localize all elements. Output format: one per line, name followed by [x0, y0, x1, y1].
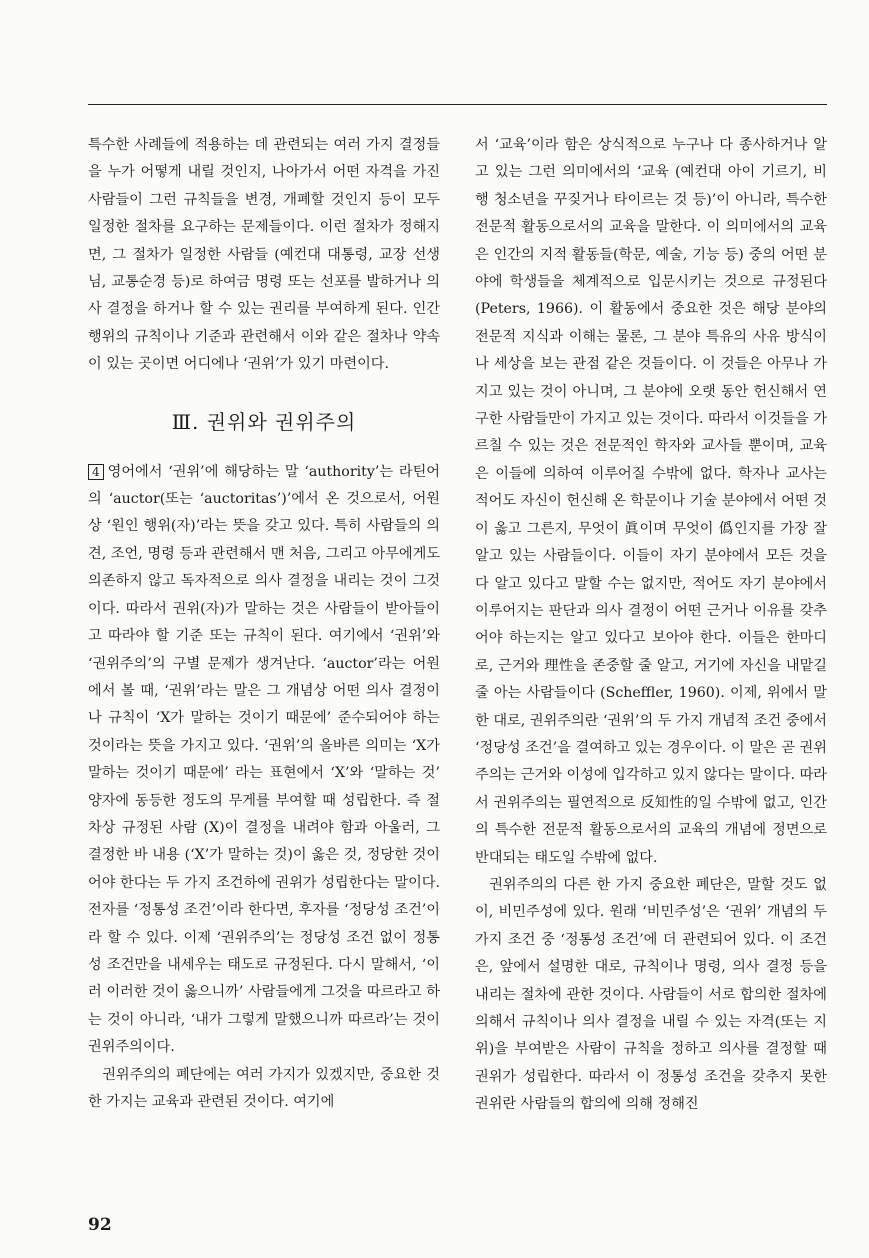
- left-column: [88, 132, 440, 1116]
- right-paragraph-2: 권위주의의 다른 한 가지 중요한 폐단은, 말할 것도 없이, 비민주성에 있다. 원래 ‘비민주성’은 ‘권위’ 개념의 두 가지 조건 중 ‘정통성 조건’에 더 관련되어 있다. 이 조건은, 앞에서 설명한 대로, 규칙이나 명령, 의사 결정 등을 내리는 절차에 관한 것이다. 사람들이 서로 합의한 절차에 의해서 규칙이나 의사 결정을 내릴 수 있는 자격(또는 지위)을 부여받은 사람이 규칙을 정하고 의사를 결정할 때 권위가 성립한다. 따라서 이 정통성 조건을 갖추지 못한 권위란 사람들의 합의에 의해 정해진: [475, 876, 827, 1113]
- page-number: 92: [88, 1215, 112, 1235]
- left-paragraph-3: 권위주의의 폐단에는 여러 가지가 있겠지만, 중요한 것 한 가지는 교육과 관련된 것이다. 여기에: [88, 1066, 440, 1110]
- left-paragraph-2: [88, 459, 440, 1062]
- header-rule: [88, 104, 827, 105]
- left-paragraph-1: 특수한 사례들에 적용하는 데 관련되는 여러 가지 결정들을 누가 어떻게 내릴 것인지, 나아가서 어떤 자격을 가진 사람들이 그런 규칙들을 변경, 개폐할 것인지 등이 모두 일정한 절차를 요구하는 문제들이다. 이런 절차가 정해지면, 그 절차가 일정한 사람들 (예컨대 대통령, 교장 선생님, 교통순경 등)로 하여금 명령 또는 선포를 발하거나 의사 결정을 하거나 할 수 있는 권리를 부여하게 된다. 인간 행위의 규칙이나 기준과 관련해서 이와 같은 절차나 약속이 있는 곳이면 어디에나 ‘권위’가 있기 마련이다.: [88, 137, 440, 373]
- right-paragraph-1: 서 ‘교육’이라 함은 상식적으로 누구나 다 종사하거나 알고 있는 그런 의미에서의 ‘교육 (예컨대 아이 기르기, 비행 청소년을 꾸짖거나 타이르는 것 등)’이 아니라, 특수한 전문적 활동으로서의 교육을 말한다. 이 의미에서의 교육은 인간의 지적 활동들(학문, 예술, 기능 등) 중의 어떤 분야에 학생들을 체계적으로 입문시키는 것으로 규정된다(Peters, 1966). 이 활동에서 중요한 것은 해당 분야의 전문적 지식과 이해는 물론, 그 분야 특유의 사유 방식이나 세상을 보는 관점 같은 것들이다. 이 것들은 아무나 가지고 있는 것이 아니며, 그 분야에 오랫 동안 헌신해서 연구한 사람들만이 가지고 있는 것이다. 따라서 이것들을 가르칠 수 있는 것은 전문적인 학자와 교사들 뿐이며, 교육은 이들에 의하여 이루어질 수밖에 없다. 학자나 교사는 적어도 자신이 헌신해 온 학문이나 기술 분야에서 어떤 것이 옳고 그른지, 무엇이 眞이며 무엇이 僞인지를 가장 잘 알고 있는 사람들이다. 이들이 자기 분야에서 모든 것을 다 알고 있다고 말할 수는 없지만, 적어도 자기 분야에서 이루어지는 판단과 의사 결정이 어떤 근거나 이유를 갖추어야 하는지는 알고 있다고 보아야 한다. 이들은 한마디로, 근거와 理性을 존중할 줄 알고, 거기에 자신을 내맡길 줄 아는 사람들이다 (Scheffler, 1960). 이제, 위에서 말한 대로, 권위주의란 ‘권위’의 두 가지 개념적 조건 중에서 ‘정당성 조건’을 결여하고 있는 경우이다. 이 말은 곧 권위주의는 근거와 이성에 입각하고 있지 않다는 말이다. 따라서 권위주의는 필연적으로 反知性的일 수밖에 없고, 인간의 특수한 전문적 활동으로서의 교육의 개념에 정면으로 반대되는 태도일 수밖에 없다.: [475, 137, 827, 866]
- right-column: [475, 132, 827, 1119]
- paragraph-number-box: 4: [88, 464, 104, 480]
- left-paragraph-2-text: 영어에서 ‘권위’에 해당하는 말 ‘authority’는 라틴어의 ‘auctor(또는 ‘auctoritas’)’에서 온 것으로서, 어원상 ‘원인 행위(자)’라는 뜻을 갖고 있다. 특히 사람들의 의견, 조언, 명령 등과 관련해서 맨 처음, 그리고 아무에게도 의존하지 않고 독자적으로 의사 결정을 내리는 것이 그것이다. 따라서 권위(자)가 말하는 것은 사람들이 받아들이고 따라야 할 기준 또는 규칙이 된다. 여기에서 ‘권위’와 ‘권위주의’의 구별 문제가 생겨난다. ‘auctor’라는 어원에서 볼 때, ‘권위’라는 말은 그 개념상 어떤 의사 결정이나 규칙이 ‘X가 말하는 것이기 때문에’ 준수되어야 하는 것이라는 뜻을 가지고 있다. ‘권위’의 올바른 의미는 ‘X가 말하는 것이기 때문에’ 라는 표현에서 ‘X’와 ‘말하는 것’ 양자에 동등한 정도의 무게를 부여할 때 성립한다. 즉 절차상 규정된 사람 (X)이 결정을 내려야 함과 아울러, 그 결정한 바 내용 (‘X’가 말하는 것)이 옳은 것, 정당한 것이어야 한다는 두 가지 조건하에 권위가 성립한다는 말이다. 전자를 ‘정통성 조건’이라 한다면, 후자를 ‘정당성 조건’이라 할 수 있다. 이제 ‘권위주의’는 정당성 조건 없이 정통성 조건만을 내세우는 태도로 규정된다. 다시 말해서, ‘이러 이러한 것이 옳으니까’ 사람들에게 그것을 따르라고 하는 것이 아니라, ‘내가 그렇게 말했으니까 따르라’는 것이 권위주의이다.: [88, 463, 440, 1056]
- section-heading: Ⅲ. 권위와 권위주의: [171, 409, 357, 434]
